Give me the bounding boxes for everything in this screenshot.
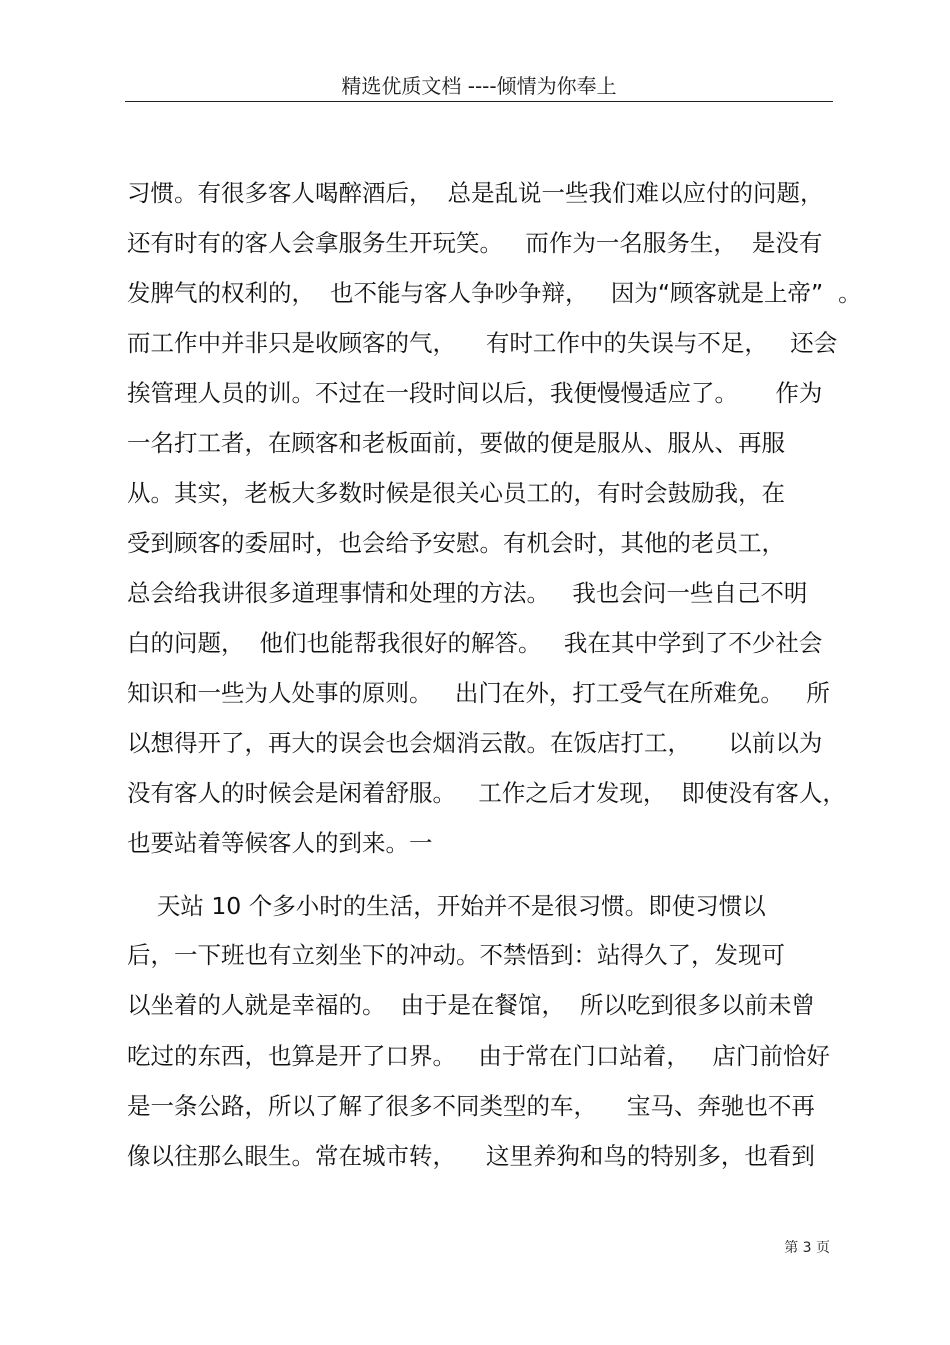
text-line: 天站 10 个多小时的生活，开始并不是很习惯。即使习惯以 (127, 892, 766, 920)
text-line: 知识和一些为人处事的原则。 出门在外，打工受气在所难免。 所 (127, 679, 830, 707)
header-title: 精选优质文档 ----倾情为你奉上 (341, 74, 617, 98)
text-line: 挨管理人员的训。不过在一段时间以后，我便慢慢适应了。 作为 (127, 379, 823, 407)
text-line: 像以往那么眼生。常在城市转， 这里养狗和鸟的特别多，也看到 (127, 1142, 815, 1170)
text-line: 受到顾客的委屈时，也会给予安慰。有机会时，其他的老员工， (127, 529, 785, 557)
text-line: 而工作中并非只是收顾客的气， 有时工作中的失误与不足， 还会 (127, 329, 838, 357)
text-line: 白的问题， 他们也能帮我很好的解答。 我在其中学到了不少社会 (127, 629, 823, 657)
text-line: 一名打工者，在顾客和老板面前，要做的便是服从、服从、再服 (127, 429, 785, 457)
text-line: 以想得开了，再大的误会也会烟消云散。在饭店打工， 以前以为 (127, 729, 823, 757)
text-line: 还有时有的客人会拿服务生开玩笑。 而作为一名服务生， 是没有 (127, 229, 823, 257)
page-number: 第 3 页 (784, 1240, 830, 1256)
text-line: 也要站着等候客人的到来。一 (127, 829, 433, 857)
text-line: 习惯。有很多客人喝醉酒后， 总是乱说一些我们难以应付的问题， (127, 179, 824, 207)
text-line: 是一条公路，所以了解了很多不同类型的车， 宝马、奔驰也不再 (127, 1092, 815, 1120)
text-line: 总会给我讲很多道理事情和处理的方法。 我也会问一些自己不明 (127, 579, 808, 607)
header-divider (125, 101, 833, 102)
text-line: 吃过的东西，也算是开了口界。 由于常在门口站着， 店门前恰好 (127, 1042, 830, 1070)
text-line: 以坐着的人就是幸福的。 由于是在餐馆， 所以吃到很多以前未曾 (127, 991, 815, 1019)
text-line: 发脾气的权利的， 也不能与客人争吵争辩， 因为“顾客就是上帝” 。 (127, 279, 862, 307)
text-line: 后，一下班也有立刻坐下的冲动。不禁悟到：站得久了，发现可 (127, 941, 785, 969)
text-line: 没有客人的时候会是闲着舒服。 工作之后才发现， 即使没有客人， (127, 779, 846, 807)
text-line: 从。其实，老板大多数时候是很关心员工的，有时会鼓励我，在 (127, 479, 785, 507)
